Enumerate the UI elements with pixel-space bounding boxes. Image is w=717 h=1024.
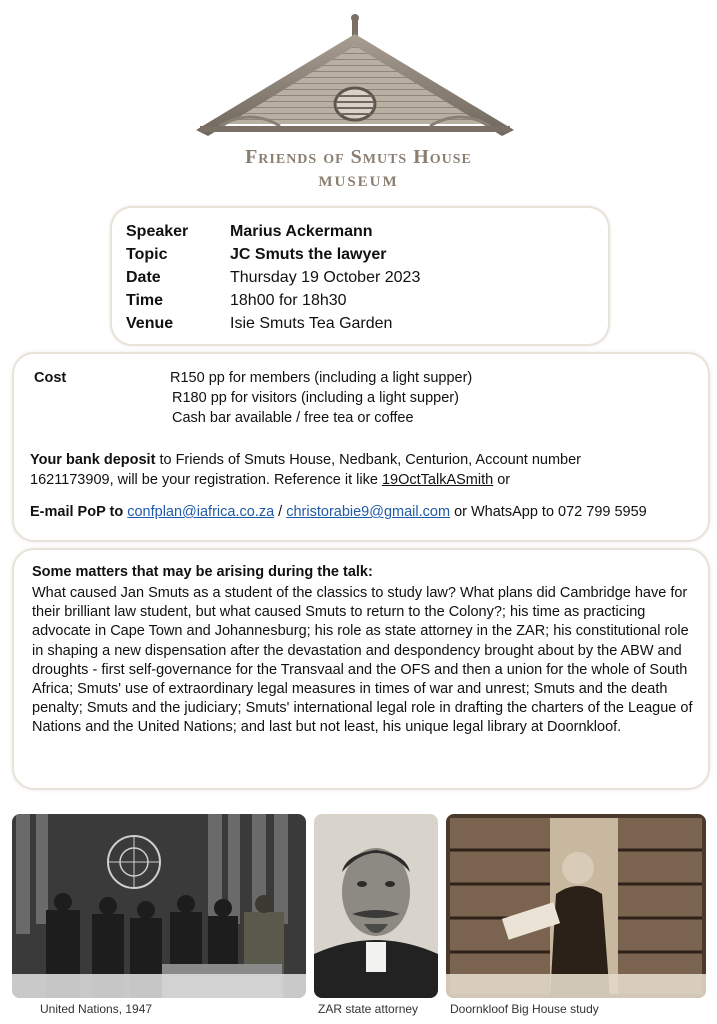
- bank-line-1: [30, 450, 581, 470]
- cost-label: Cost: [34, 370, 67, 386]
- cost-bar: Cash bar available / free tea or coffee: [172, 410, 414, 426]
- time-label: Time: [126, 292, 164, 309]
- cost-visitors: R180 pp for visitors (including a light supper): [172, 390, 459, 406]
- email-separator: /: [278, 504, 283, 520]
- whatsapp-number: or WhatsApp to 072 799 5959: [450, 504, 647, 520]
- talk-topics-heading: Some matters that may be arising during the talk:: [32, 564, 373, 580]
- date-label: Date: [126, 269, 161, 286]
- email-label: E-mail PoP to: [30, 504, 124, 520]
- caption-united-nations: United Nations, 1947: [40, 1002, 153, 1016]
- bank-account: 1621173909, will be your registration. Reference it like: [30, 472, 382, 488]
- topic-label: Topic: [126, 246, 168, 263]
- talk-topics-body: What caused Jan Smuts as a student of the classics to study law? What plans did Cambridge have for their brilliant law student, but what caused Smuts to return to the Colony?; his time as practicing advocate in Cape Town and Johannesburg; his role as state attorney in the ZAR; his constitutional role in shaping a new dispensation after the devastation and despondency brought about by the ABW and droughts - first self-governance for the Transvaal and the OFS and then a union for the whole of South Africa; Smuts' use of extraordinary legal measures in times of war and unrest; Smuts and the death penalty; Smuts and the judiciary; Smuts' international legal role in drafting the charters of the League of Nations and the United Nations; and last but not least, his unique legal library at Doornkloof.: [32, 585, 693, 736]
- email-link-christorabie[interactable]: christorabie9@gmail.com: [286, 504, 451, 520]
- time-value: 18h00 for 18h30: [230, 292, 347, 309]
- org-subtitle: MUSEUM: [318, 174, 399, 190]
- talk-topics-box: [12, 548, 710, 790]
- bank-line-2: [30, 470, 510, 490]
- email-line: [30, 502, 647, 522]
- caption-doornkloof-study: Doornkloof Big House study: [450, 1002, 599, 1016]
- smuts-house-logo: [190, 12, 520, 142]
- venue-label: Venue: [126, 315, 174, 332]
- speaker-label: Speaker: [126, 223, 189, 240]
- topic-value: JC Smuts the lawyer: [230, 246, 387, 263]
- cost-members: R150 pp for members (including a light supper): [170, 370, 473, 386]
- cost-box: [12, 352, 710, 542]
- bank-reference: 19OctTalkASmith: [381, 472, 494, 488]
- email-link-confplan[interactable]: confplan@iafrica.co.za: [127, 504, 275, 520]
- bank-details: to Friends of Smuts House, Nedbank, Centurion, Account number: [155, 452, 581, 468]
- bank-label: Your bank deposit: [30, 452, 156, 468]
- date-value: Thursday 19 October 2023: [230, 269, 421, 286]
- event-details-box: [110, 206, 610, 346]
- speaker-value: Marius Ackermann: [230, 223, 373, 240]
- bank-suffix: or: [493, 472, 511, 488]
- united-nations-photo: [12, 814, 306, 998]
- venue-value: Isie Smuts Tea Garden: [230, 315, 393, 332]
- caption-zar-state-attorney: ZAR state attorney: [318, 1002, 419, 1016]
- zar-state-attorney-photo: [314, 814, 438, 998]
- org-name: Friends of Smuts House: [245, 146, 472, 168]
- doornkloof-study-photo: [446, 814, 706, 998]
